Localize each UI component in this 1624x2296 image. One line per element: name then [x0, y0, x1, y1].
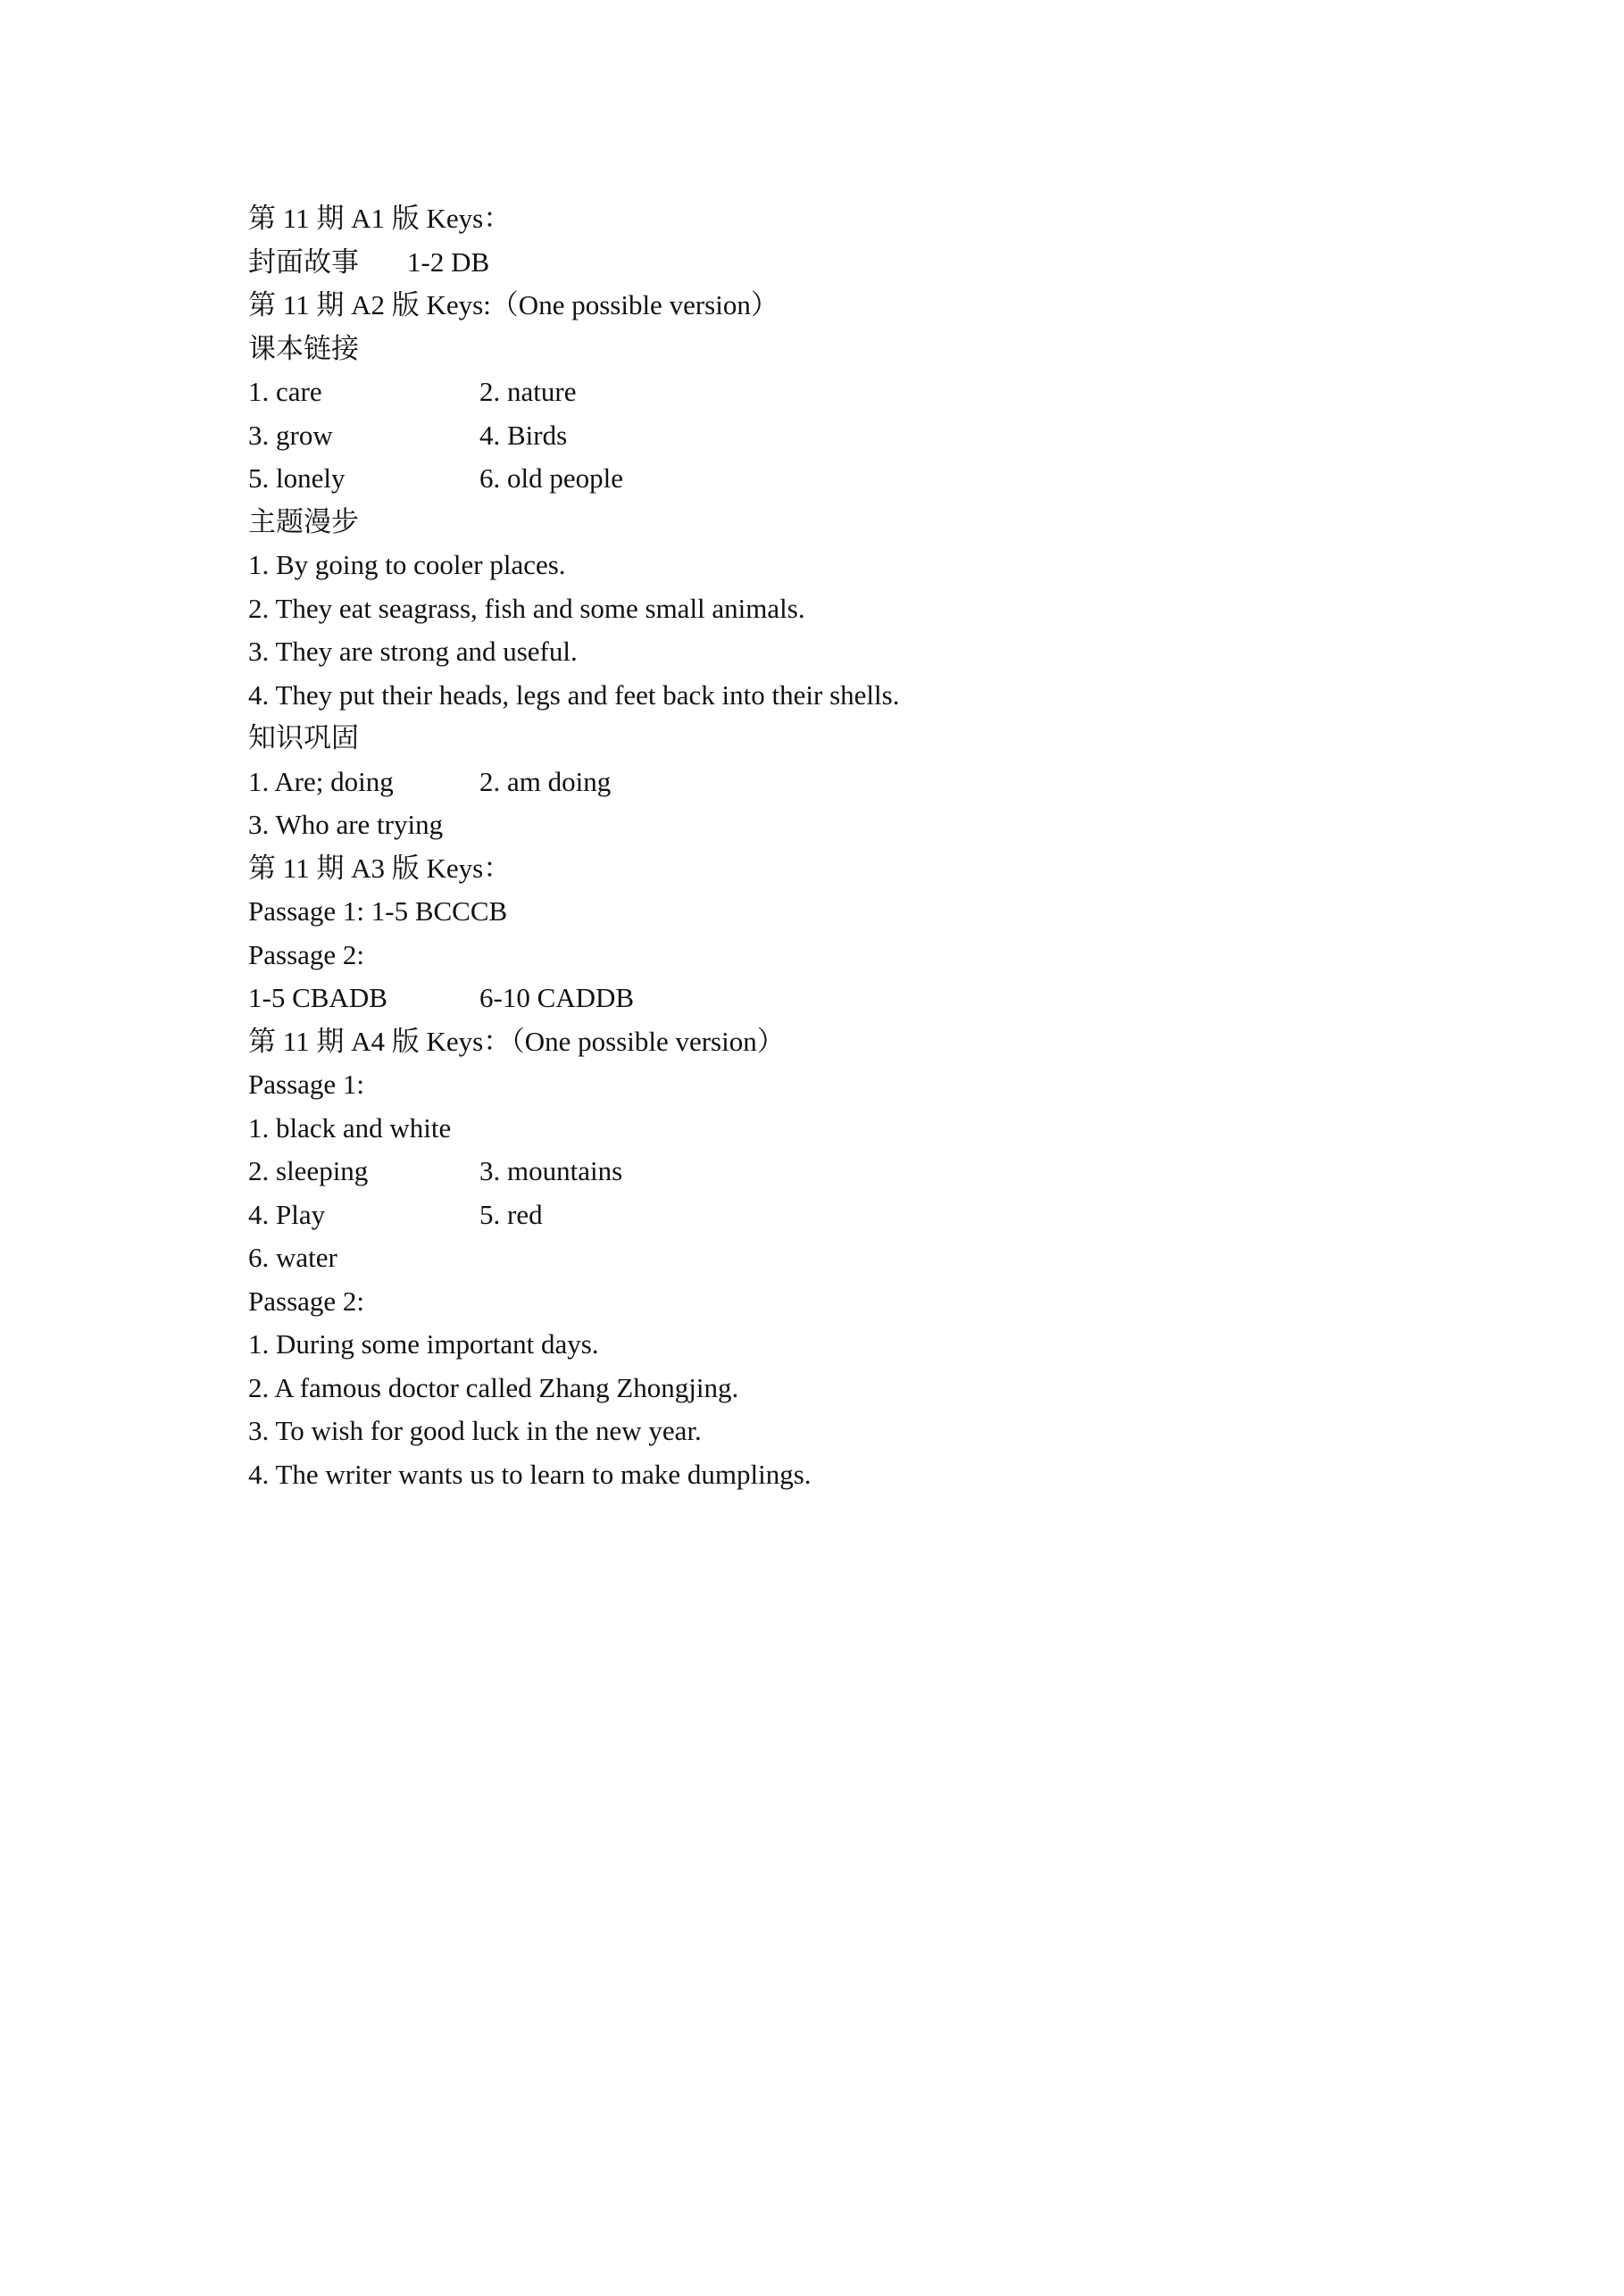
answer-item: 2. nature	[479, 376, 577, 407]
answer-item: 2. am doing	[479, 765, 612, 797]
answer-row	[248, 761, 1409, 804]
a4-heading: 第 11 期 A4 版 Keys：（One possible version）	[248, 1025, 785, 1057]
answer-item: 1. By going to cooler places.	[248, 549, 566, 580]
answer-row	[248, 370, 1409, 414]
answer-item: 3. To wish for good luck in the new year.	[248, 1415, 702, 1446]
consolidation-title: 知识巩固	[248, 722, 359, 753]
a1-heading: 第 11 期 A1 版 Keys：	[248, 203, 512, 234]
answer-row	[248, 1194, 1409, 1237]
answer-item: 1. During some important days.	[248, 1328, 599, 1360]
answer-key-content	[248, 197, 1409, 1496]
passage-label: Passage 2:	[248, 938, 365, 970]
answer-item: 1. black and white	[248, 1111, 452, 1144]
answer-row	[248, 457, 1409, 501]
answer-item: 4. Play	[248, 1198, 326, 1230]
answer-item: 2. A famous doctor called Zhang Zhongjing.	[248, 1371, 739, 1403]
answer-item: 6. water	[248, 1242, 337, 1273]
a2-heading: 第 11 期 A2 版 Keys:（One possible version）	[248, 289, 779, 320]
answer-item: 4. Birds	[479, 419, 568, 451]
textbook-link-title: 课本链接	[248, 332, 359, 364]
cover-story-label: 封面故事	[248, 245, 359, 278]
answer-item: 2. sleeping	[248, 1155, 369, 1186]
answer-item: 2. They eat seagrass, fish and some small animals.	[248, 592, 805, 624]
answer-item: 6. old people	[479, 462, 623, 494]
answer-item: 3. They are strong and useful.	[248, 636, 578, 667]
answer-item: 1. Are; doing	[248, 765, 394, 797]
answer-item: 3. mountains	[479, 1155, 623, 1186]
answer-item: 3. grow	[248, 419, 333, 451]
passage-label: Passage 1:	[248, 1069, 365, 1100]
answer-item: 1. care	[248, 376, 322, 407]
answer-row	[248, 414, 1409, 458]
passage-answer: Passage 1: 1-5 BCCCB	[248, 895, 508, 927]
answer-item: 5. lonely	[248, 462, 346, 494]
answer-row	[248, 1150, 1409, 1194]
cover-story-line	[248, 241, 1409, 285]
theme-walk-title: 主题漫步	[248, 505, 359, 537]
answer-item: 5. red	[479, 1198, 543, 1230]
passage-label: Passage 2:	[248, 1285, 365, 1317]
a3-heading: 第 11 期 A3 版 Keys：	[248, 852, 512, 884]
answer-row	[248, 977, 1409, 1020]
cover-story-answer: 1-2 DB	[407, 245, 490, 278]
answer-item: 6-10 CADDB	[479, 982, 635, 1013]
answer-item: 3. Who are trying	[248, 809, 444, 840]
answer-item: 1-5 CBADB	[248, 982, 387, 1013]
answer-item: 4. The writer wants us to learn to make dumplings.	[248, 1458, 812, 1490]
answer-item: 4. They put their heads, legs and feet back into their shells.	[248, 678, 900, 711]
